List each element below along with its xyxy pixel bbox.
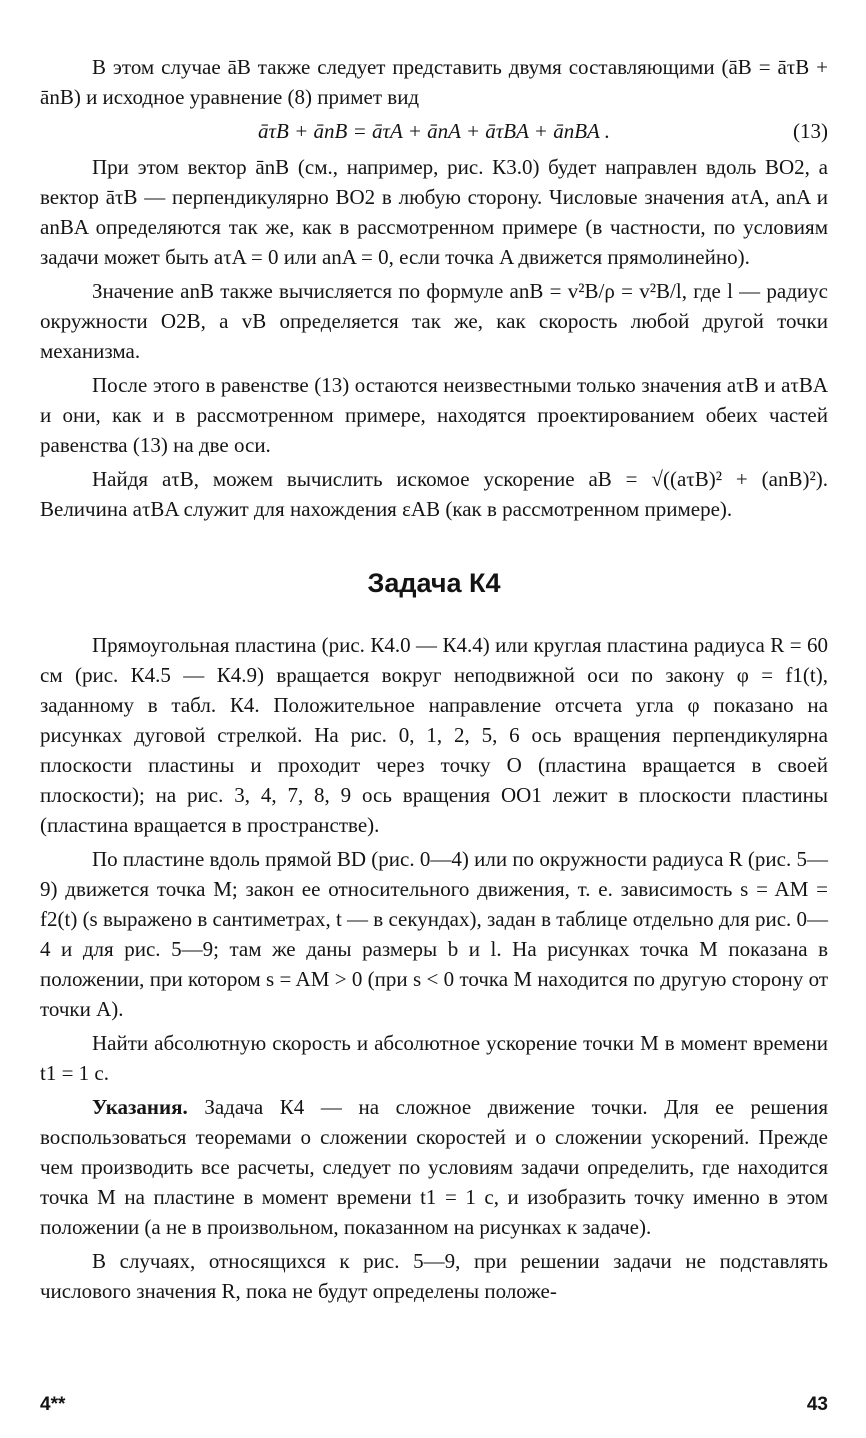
paragraph-unknowns: После этого в равенстве (13) остаются неизвестными только значения aτB и aτBA и они, как и в рассмотренном примере, находятся проектированием обеих частей равенства (13) на две оси.: [40, 373, 828, 457]
section-heading: Задача К4: [367, 568, 501, 598]
paragraph-task: Найти абсолютную скорость и абсолютное ускорение точки M в момент времени t1 = 1 с.: [40, 1031, 828, 1085]
instructions-text: Задача К4 — на сложное движение точки. Для ее решения воспользоваться теоремами о сложении скоростей и о сложении ускорений. Прежде чем производить все расчеты, следует по условиям задачи определить, где находится точка M на пластине в момент времени t1 = 1 с, и изобразить точку именно в этом положении (а не в произвольном, показанном на рисунках к задаче).: [40, 1095, 828, 1239]
page-footer: [40, 1390, 828, 1420]
paragraph-cases: В случаях, относящихся к рис. 5—9, при решении задачи не подставлять числового значения R, пока не будут определены положе-: [40, 1249, 828, 1303]
paragraph-normal-acceleration: Значение anB также вычисляется по формуле anB = v²B/ρ = v²B/l, где l — радиус окружности O2B, а vB определяется так же, как скорость любой другой точки механизма.: [40, 279, 828, 363]
paragraph-point-motion: По пластине вдоль прямой BD (рис. 0—4) или по окружности радиуса R (рис. 5—9) движется точка M; закон ее относительного движения, т. е. зависимость s = AM = f2(t) (s выражено в сантиметрах, t — в секундах), задан в таблице отдельно для рис. 0—4 и для рис. 5—9; там же даны размеры b и l. На рисунках точка M показана в положении, при котором s = AM > 0 (при s < 0 точка M находится по другую сторону от точки A).: [40, 847, 829, 1021]
paragraph-intro: В этом случае āB также следует представить двумя составляющими (āB = āτB + ānB) и исходное уравнение (8) примет вид: [40, 55, 828, 109]
paragraph-plate-rotation: Прямоугольная пластина (рис. К4.0 — К4.4) или круглая пластина радиуса R = 60 см (рис. К4.5 — К4.9) вращается вокруг неподвижной оси по закону φ = f1(t), заданному в табл. К4. Положительное направление отсчета угла φ показано на рисунках дуговой стрелкой. На рис. 0, 1, 2, 5, 6 ось вращения перпендикулярна плоскости пластины и проходит через точку O (пластина вращается в своей плоскости); на рис. 3, 4, 7, 8, 9 ось вращения OO1 лежит в плоскости пластины (пластина вращается в пространстве).: [40, 633, 828, 837]
paragraph-instructions: [40, 1092, 828, 1242]
paragraph-vector-direction: При этом вектор ānB (см., например, рис. К3.0) будет направлен вдоль BO2, а вектор āτB — перпендикулярно BO2 в любую сторону. Числовые значения aτA, anA и anBA определяются так же, как в рассмотренном примере (в частности, по условиям задачи может быть aτA = 0 или anA = 0, если точка A движется прямолинейно).: [40, 155, 828, 269]
page-number: 43: [806, 1394, 828, 1415]
equation-number: (13): [793, 119, 828, 143]
equation-13: [40, 114, 828, 148]
equation-expression: āτB + ānB = āτA + ānA + āτBA + ānBA .: [257, 119, 610, 143]
signature-mark: 4**: [40, 1394, 66, 1415]
instructions-label: Указания.: [92, 1095, 188, 1119]
paragraph-acceleration-result: Найдя aτB, можем вычислить искомое ускорение aB = √((aτB)² + (anB)²). Величина aτBA служит для нахождения εAB (как в рассмотренном примере).: [40, 467, 828, 521]
